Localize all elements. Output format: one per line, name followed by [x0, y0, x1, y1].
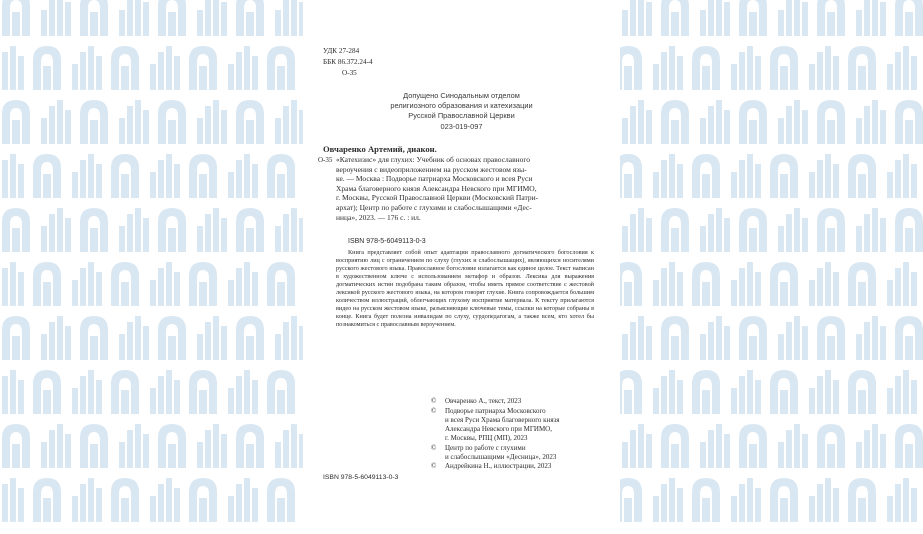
hand-fingers-glyph	[856, 316, 886, 360]
hand-arch-glyph	[189, 46, 217, 90]
hand-fingers-glyph	[809, 154, 839, 198]
hand-fingers-glyph	[887, 370, 917, 414]
hand-arch-glyph	[620, 262, 642, 306]
hand-fingers-glyph	[809, 46, 839, 90]
hand-arch-glyph	[848, 478, 876, 522]
approval-number: 023-019-097	[440, 122, 483, 131]
hand-arch-glyph	[895, 100, 923, 144]
author-heading: Овчаренко Артемий, диакон.	[323, 144, 437, 154]
hand-fingers-glyph	[700, 424, 730, 468]
hand-arch-glyph	[848, 370, 876, 414]
hand-fingers-glyph	[150, 478, 180, 522]
hand-arch-glyph	[817, 316, 845, 360]
approval-line-1: Допущено Синодальным отделом	[403, 91, 520, 100]
hand-arch-glyph	[692, 478, 720, 522]
hand-fingers-glyph	[228, 478, 258, 522]
hand-arch-glyph	[817, 0, 845, 36]
hand-fingers-glyph	[41, 208, 71, 252]
hand-fingers-glyph	[197, 424, 227, 468]
copyright-line: и слабослышащими «Десница», 2023	[445, 452, 557, 461]
hand-arch-glyph	[620, 370, 642, 414]
copyright-line: г. Москвы, РПЦ (МП), 2023	[445, 434, 528, 443]
hand-fingers-glyph	[150, 154, 180, 198]
hand-fingers-glyph	[653, 478, 683, 522]
hand-arch-glyph	[158, 100, 186, 144]
hand-arch-glyph	[267, 154, 295, 198]
hand-fingers-glyph	[197, 316, 227, 360]
hand-arch-glyph	[80, 100, 108, 144]
hand-arch-glyph	[111, 478, 139, 522]
hand-fingers-glyph	[197, 208, 227, 252]
hand-arch-glyph	[739, 0, 767, 36]
hand-fingers-glyph	[856, 208, 886, 252]
copyright-publisher	[431, 407, 560, 444]
hand-fingers-glyph	[150, 262, 180, 306]
hand-arch-glyph	[267, 262, 295, 306]
bib-line: ница», 2023. — 176 с. : ил.	[336, 212, 421, 222]
hand-arch-glyph	[848, 154, 876, 198]
hand-arch-glyph	[848, 46, 876, 90]
isbn: ISBN 978-5-6049113-0-3	[348, 238, 426, 245]
hand-arch-glyph	[661, 424, 689, 468]
hand-arch-glyph	[158, 0, 186, 36]
hand-arch-glyph	[2, 0, 30, 36]
hand-fingers-glyph	[731, 154, 761, 198]
hand-arch-glyph	[770, 370, 798, 414]
hand-fingers-glyph	[275, 0, 303, 36]
hand-arch-glyph	[236, 208, 264, 252]
hand-arch-glyph	[692, 370, 720, 414]
hand-arch-glyph	[267, 478, 295, 522]
hand-fingers-glyph	[197, 100, 227, 144]
bbk-code: ББК 86.372.24-4	[323, 58, 373, 66]
hand-fingers-glyph	[41, 0, 71, 36]
hand-fingers-glyph	[622, 0, 652, 36]
hand-fingers-glyph	[700, 208, 730, 252]
hand-arch-glyph	[770, 478, 798, 522]
pattern-svg	[0, 0, 303, 534]
hand-fingers-glyph	[809, 262, 839, 306]
hand-fingers-glyph	[700, 316, 730, 360]
copyright-line: Подворье патриарха Московского	[445, 406, 546, 415]
hand-fingers-glyph	[119, 316, 149, 360]
hand-fingers-glyph	[809, 478, 839, 522]
hand-arch-glyph	[817, 100, 845, 144]
copyright-text	[431, 397, 521, 406]
hand-arch-glyph	[692, 262, 720, 306]
hand-arch-glyph	[661, 100, 689, 144]
bib-line: Храма благоверного князя Александра Невского при МГИМО,	[336, 183, 537, 193]
hand-fingers-glyph	[0, 262, 24, 306]
hand-arch-glyph	[236, 424, 264, 468]
hand-arch-glyph	[770, 154, 798, 198]
hand-arch-glyph	[189, 478, 217, 522]
hand-fingers-glyph	[653, 262, 683, 306]
left-decorative-pattern	[0, 0, 303, 534]
udk-code: УДК 27-284	[323, 47, 360, 55]
hand-fingers-glyph	[228, 46, 258, 90]
hand-fingers-glyph	[731, 478, 761, 522]
hand-arch-glyph	[2, 424, 30, 468]
bib-line: г. Москвы, Русской Православной Церкви (Московский Патри-	[336, 193, 539, 203]
hand-arch-glyph	[770, 262, 798, 306]
hand-arch-glyph	[80, 208, 108, 252]
hand-fingers-glyph	[228, 262, 258, 306]
hand-fingers-glyph	[0, 478, 24, 522]
hand-fingers-glyph	[119, 208, 149, 252]
hand-arch-glyph	[236, 316, 264, 360]
hand-fingers-glyph	[41, 316, 71, 360]
hand-arch-glyph	[33, 370, 61, 414]
hand-arch-glyph	[739, 208, 767, 252]
hand-arch-glyph	[739, 100, 767, 144]
hand-arch-glyph	[33, 154, 61, 198]
hand-fingers-glyph	[653, 154, 683, 198]
hand-fingers-glyph	[228, 370, 258, 414]
hand-fingers-glyph	[119, 424, 149, 468]
bib-line: архат); Центр по работе с глухими и слабослышащими «Дес-	[336, 202, 532, 212]
hand-arch-glyph	[189, 262, 217, 306]
hand-arch-glyph	[895, 208, 923, 252]
hand-fingers-glyph	[887, 262, 917, 306]
hand-arch-glyph	[158, 208, 186, 252]
copyright-line: и всея Руси Храма благоверного князя	[445, 415, 560, 424]
hand-arch-glyph	[692, 46, 720, 90]
hand-arch-glyph	[111, 154, 139, 198]
hand-fingers-glyph	[275, 100, 303, 144]
hand-arch-glyph	[33, 262, 61, 306]
hand-arch-glyph	[739, 424, 767, 468]
hand-fingers-glyph	[41, 100, 71, 144]
approval-line-2: религиозного образования и катехизации	[390, 101, 533, 110]
hand-arch-glyph	[2, 100, 30, 144]
hand-arch-glyph	[817, 208, 845, 252]
hand-arch-glyph	[2, 316, 30, 360]
hand-fingers-glyph	[856, 0, 886, 36]
abstract: Книга представляет собой опыт адаптации православного догматического богословия к восприятию лиц с ограничением по слуху (глухих и слабослышащих), являющихся носителями русского жестового языка. Православное богословие излагается как единое целое. Текст написан в художественном ключе с использованием метафор и образов. Лексика для выражения догматических истин подобрана таким образом, чтобы иметь прямое соответствие с жестовой лексикой русского жестового языка, на котором говорят глухие. Книга сопровождается большим количеством иллюстраций, облегчающих глухому восприятие материала. К тексту прилагаются видео на русском жестовом языке, разъясняющие ключевые темы, ссылки на которые собраны в конце. Книга будет полезна инвалидам по слуху, сурдопедагогам, а также всем, кто хотел бы познакомиться с православным вероучением.	[336, 249, 594, 328]
bibliographic-description	[336, 155, 594, 222]
hand-arch-glyph	[620, 154, 642, 198]
hand-arch-glyph	[80, 424, 108, 468]
hand-fingers-glyph	[275, 424, 303, 468]
hand-fingers-glyph	[622, 316, 652, 360]
hand-fingers-glyph	[119, 100, 149, 144]
hand-arch-glyph	[739, 316, 767, 360]
hand-fingers-glyph	[778, 208, 808, 252]
hand-fingers-glyph	[72, 154, 102, 198]
bib-line: ке. — Москва : Подворье патриарха Московского и всея Руси	[336, 174, 533, 184]
pattern-svg	[620, 0, 923, 534]
hand-arch-glyph	[661, 316, 689, 360]
hand-fingers-glyph	[731, 370, 761, 414]
hand-arch-glyph	[33, 478, 61, 522]
hand-fingers-glyph	[0, 46, 24, 90]
hand-arch-glyph	[620, 46, 642, 90]
copyright-symbol: ©	[431, 443, 437, 452]
hand-arch-glyph	[189, 154, 217, 198]
hand-arch-glyph	[33, 46, 61, 90]
hand-arch-glyph	[111, 262, 139, 306]
hand-arch-glyph	[236, 100, 264, 144]
hand-fingers-glyph	[856, 424, 886, 468]
hand-arch-glyph	[770, 46, 798, 90]
hand-arch-glyph	[267, 370, 295, 414]
bib-line: вероучения с видеоприложением на русском жестовом язы-	[336, 164, 527, 174]
approval-line-3: Русской Православной Церкви	[408, 111, 515, 120]
hand-fingers-glyph	[622, 208, 652, 252]
hand-arch-glyph	[692, 154, 720, 198]
hand-fingers-glyph	[700, 0, 730, 36]
footer-isbn: ISBN 978-5-6049113-0-3	[323, 474, 399, 481]
hand-arch-glyph	[158, 316, 186, 360]
hand-fingers-glyph	[809, 370, 839, 414]
hand-arch-glyph	[661, 0, 689, 36]
hand-fingers-glyph	[887, 478, 917, 522]
hand-fingers-glyph	[653, 370, 683, 414]
hand-fingers-glyph	[0, 154, 24, 198]
right-decorative-pattern	[620, 0, 923, 534]
hand-fingers-glyph	[275, 208, 303, 252]
hand-arch-glyph	[620, 478, 642, 522]
copyright-center	[431, 444, 556, 462]
copyright-symbol: ©	[431, 406, 437, 415]
hand-fingers-glyph	[119, 0, 149, 36]
hand-arch-glyph	[189, 370, 217, 414]
copyright-illustrations	[431, 462, 551, 471]
hand-fingers-glyph	[72, 478, 102, 522]
hand-arch-glyph	[895, 316, 923, 360]
hand-fingers-glyph	[887, 46, 917, 90]
hand-fingers-glyph	[778, 100, 808, 144]
hand-fingers-glyph	[275, 316, 303, 360]
author-code: О-35	[342, 69, 357, 77]
hand-fingers-glyph	[228, 154, 258, 198]
copyright-line: Андрейкина Н., иллюстрации, 2023	[445, 462, 552, 470]
hand-arch-glyph	[2, 208, 30, 252]
hand-fingers-glyph	[41, 424, 71, 468]
hand-arch-glyph	[817, 424, 845, 468]
copyright-symbol: ©	[431, 397, 437, 405]
hand-fingers-glyph	[778, 316, 808, 360]
hand-arch-glyph	[267, 46, 295, 90]
hand-fingers-glyph	[72, 262, 102, 306]
hand-arch-glyph	[111, 46, 139, 90]
hand-fingers-glyph	[778, 0, 808, 36]
hand-arch-glyph	[895, 424, 923, 468]
hand-arch-glyph	[111, 370, 139, 414]
entry-code: О-35	[318, 156, 333, 164]
hand-fingers-glyph	[653, 46, 683, 90]
hand-fingers-glyph	[72, 370, 102, 414]
hand-fingers-glyph	[731, 46, 761, 90]
hand-fingers-glyph	[622, 100, 652, 144]
hand-arch-glyph	[236, 0, 264, 36]
hand-fingers-glyph	[0, 370, 24, 414]
hand-arch-glyph	[895, 0, 923, 36]
hand-arch-glyph	[848, 262, 876, 306]
hand-fingers-glyph	[72, 46, 102, 90]
hand-arch-glyph	[80, 316, 108, 360]
imprint-page	[303, 0, 620, 534]
hand-fingers-glyph	[856, 100, 886, 144]
hand-arch-glyph	[158, 424, 186, 468]
hand-arch-glyph	[661, 208, 689, 252]
copyright-line: Александра Невского при МГИМО,	[445, 424, 552, 433]
hand-fingers-glyph	[622, 424, 652, 468]
hand-fingers-glyph	[197, 0, 227, 36]
bib-line: «Катехизис» для глухих: Учебник об основах православного	[336, 155, 531, 164]
copyright-line: Овчаренко А., текст, 2023	[445, 397, 522, 405]
hand-fingers-glyph	[700, 100, 730, 144]
hand-fingers-glyph	[731, 262, 761, 306]
hand-fingers-glyph	[150, 370, 180, 414]
copyright-line: Центр по работе с глухими	[445, 443, 526, 452]
hand-arch-glyph	[80, 0, 108, 36]
copyright-symbol: ©	[431, 462, 437, 470]
hand-fingers-glyph	[150, 46, 180, 90]
hand-fingers-glyph	[778, 424, 808, 468]
hand-fingers-glyph	[887, 154, 917, 198]
